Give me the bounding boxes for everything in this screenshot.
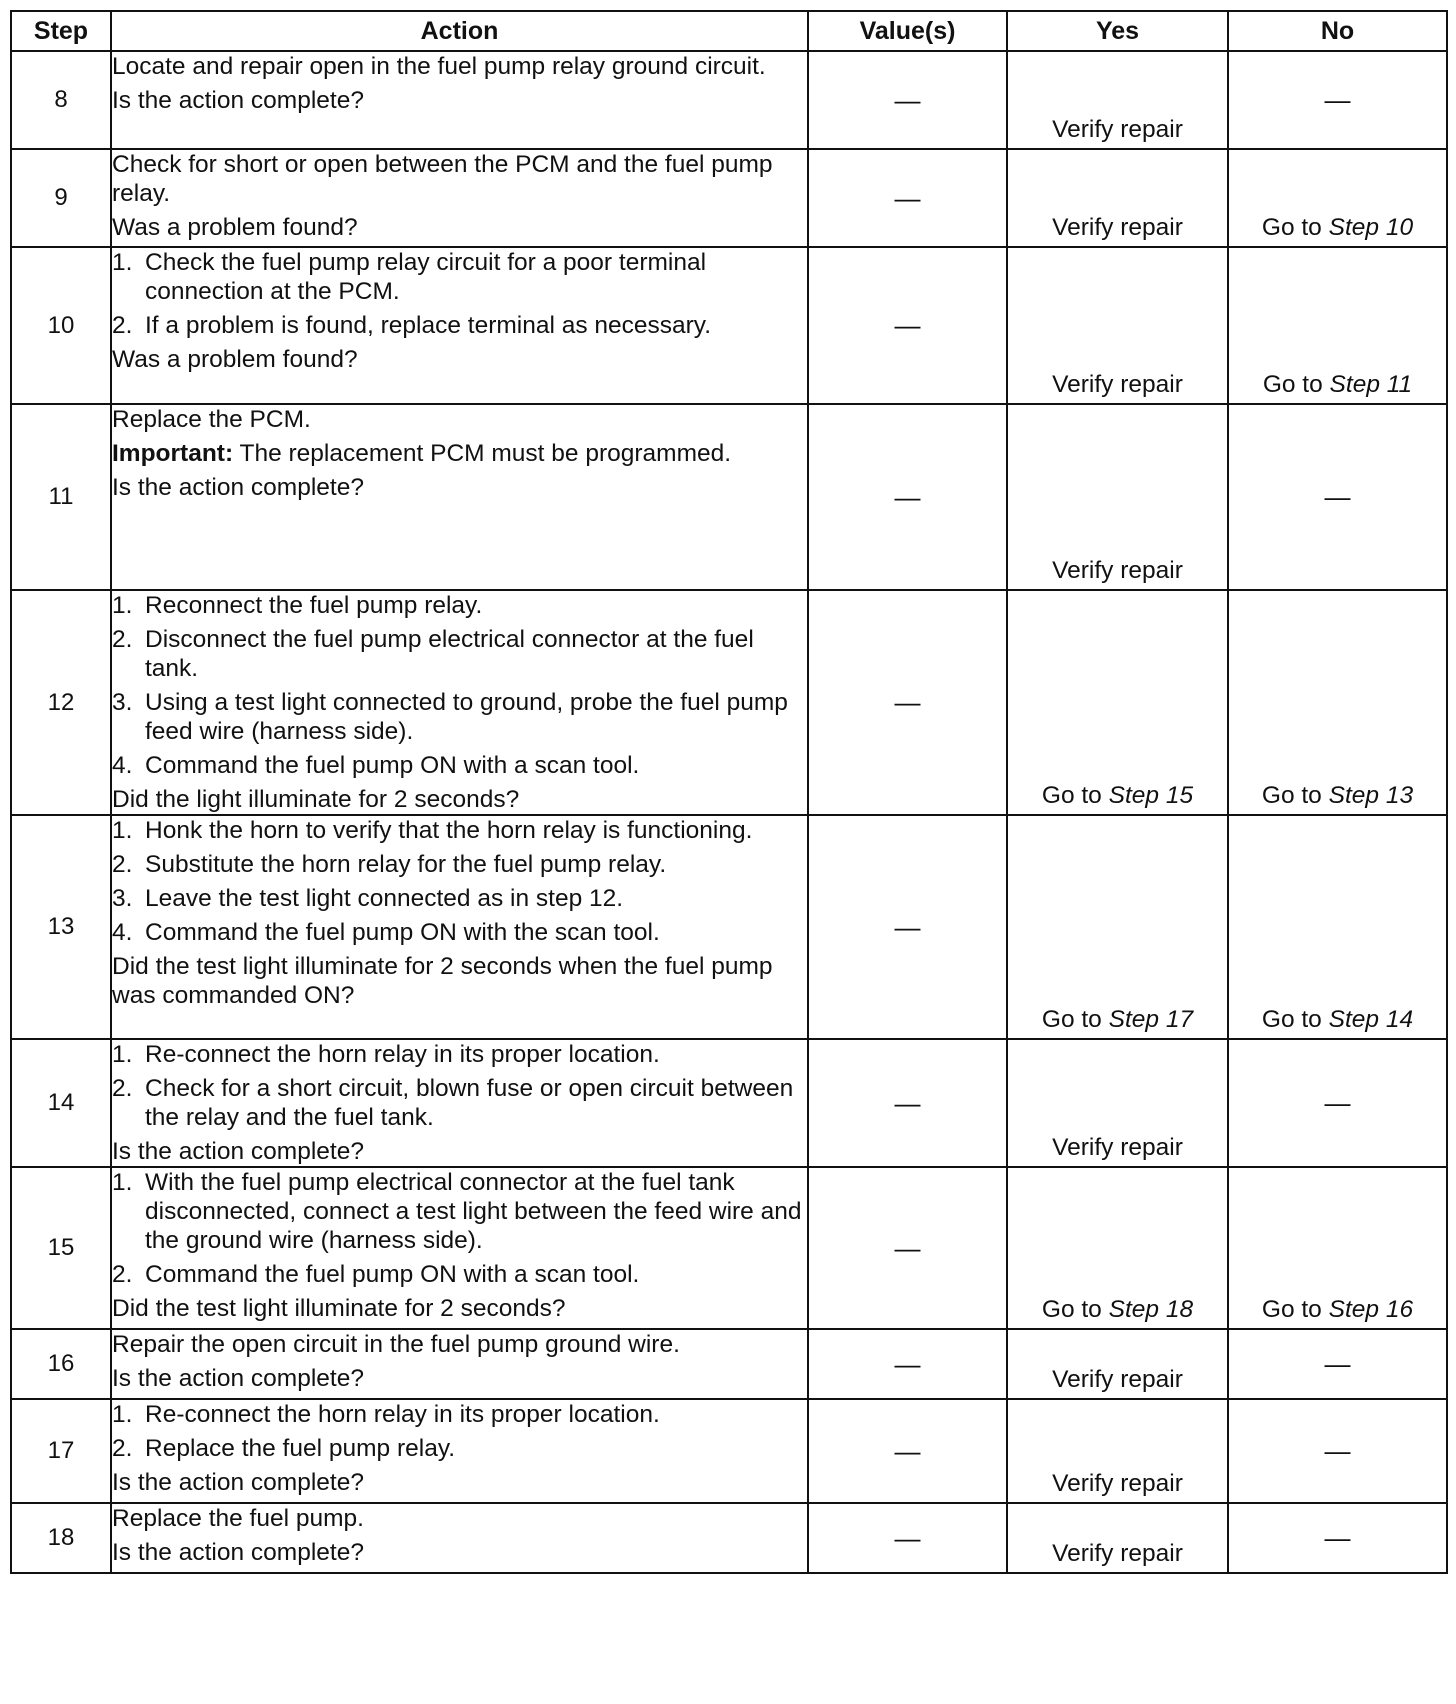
yes-result-text: Verify repair <box>1052 371 1183 398</box>
value-cell: — <box>808 51 1007 149</box>
action-step-item <box>112 688 807 746</box>
step-item-text: Command the fuel pump ON with the scan tool. <box>145 919 660 946</box>
no-result-cell <box>1228 247 1447 404</box>
yes-result-text: Verify repair <box>1052 116 1183 143</box>
no-result-cell <box>1228 1503 1447 1573</box>
action-text: Is the action complete? <box>112 1365 364 1392</box>
step-item-text: Substitute the horn relay for the fuel pump relay. <box>145 851 667 878</box>
step-item-number: 4. <box>112 752 133 779</box>
goto-step-ref: Step 15 <box>1108 782 1194 809</box>
header-row <box>11 11 1447 51</box>
action-cell <box>111 1503 808 1573</box>
header-action: Action <box>111 11 808 51</box>
goto-prefix: Go to <box>1262 371 1330 398</box>
step-item-number: 1. <box>112 592 133 619</box>
table-row <box>11 590 1447 815</box>
table-row <box>11 815 1447 1039</box>
action-text: The replacement PCM must be programmed. <box>233 440 732 467</box>
header-values: Value(s) <box>808 11 1007 51</box>
no-result-cell <box>1228 1167 1447 1329</box>
action-cell <box>111 1167 808 1329</box>
yes-result-cell <box>1007 590 1228 815</box>
action-paragraph <box>112 473 807 502</box>
yes-result-cell <box>1007 247 1228 404</box>
step-number: 9 <box>11 149 111 247</box>
action-paragraph <box>112 1468 807 1497</box>
no-result-cell <box>1228 404 1447 590</box>
step-item-number: 2. <box>112 626 133 653</box>
action-step-item <box>112 625 807 683</box>
yes-result-text: Verify repair <box>1052 214 1183 241</box>
no-result-dash: — <box>1324 1087 1351 1118</box>
table-row <box>11 149 1447 247</box>
action-text: Is the action complete? <box>112 474 364 501</box>
yes-result-text: Verify repair <box>1052 1366 1183 1393</box>
action-text: Is the action complete? <box>112 1138 364 1165</box>
goto-prefix: Go to <box>1261 214 1329 241</box>
action-cell <box>111 51 808 149</box>
value-cell: — <box>808 247 1007 404</box>
step-number: 12 <box>11 590 111 815</box>
action-step-item <box>112 1400 807 1429</box>
step-item-text: Reconnect the fuel pump relay. <box>145 592 483 619</box>
goto-step-ref: Step 13 <box>1328 782 1414 809</box>
table-row <box>11 1503 1447 1573</box>
step-item-number: 2. <box>112 1261 133 1288</box>
goto-prefix: Go to <box>1261 1296 1329 1323</box>
action-text: Is the action complete? <box>112 1469 364 1496</box>
step-item-text: Check for a short circuit, blown fuse or open circuit between the relay and the fuel tank. <box>145 1075 794 1131</box>
goto-step-ref: Step 14 <box>1328 1006 1414 1033</box>
action-paragraph <box>112 785 807 814</box>
value-cell: — <box>808 815 1007 1039</box>
action-paragraph <box>112 1330 807 1359</box>
action-step-item <box>112 1434 807 1463</box>
action-step-item <box>112 591 807 620</box>
step-number: 13 <box>11 815 111 1039</box>
goto-step-ref: Step 11 <box>1329 371 1413 398</box>
goto-prefix: Go to <box>1261 782 1329 809</box>
action-text: Replace the PCM. <box>112 406 311 433</box>
goto-step-ref: Step 10 <box>1328 214 1414 241</box>
goto-step-ref: Step 17 <box>1108 1006 1194 1033</box>
step-number: 17 <box>11 1399 111 1503</box>
no-result-dash: — <box>1324 1435 1351 1466</box>
step-item-text: If a problem is found, replace terminal as necessary. <box>145 312 712 339</box>
action-paragraph <box>112 1538 807 1567</box>
action-step-item <box>112 1074 807 1132</box>
step-item-text: Re-connect the horn relay in its proper location. <box>145 1401 660 1428</box>
diagnostic-table <box>10 10 1448 1574</box>
table-row <box>11 1399 1447 1503</box>
yes-result-goto <box>1008 782 1227 810</box>
important-label: Important: <box>112 440 234 467</box>
no-result-cell <box>1228 149 1447 247</box>
action-step-item <box>112 248 807 306</box>
value-cell: — <box>808 1503 1007 1573</box>
step-item-number: 1. <box>112 1169 133 1196</box>
action-text: Is the action complete? <box>112 1539 364 1566</box>
step-item-text: Disconnect the fuel pump electrical connector at the fuel tank. <box>145 626 754 682</box>
table-row <box>11 1039 1447 1167</box>
table-row <box>11 404 1447 590</box>
action-paragraph <box>112 52 807 81</box>
yes-result-goto <box>1008 1296 1227 1324</box>
step-item-number: 2. <box>112 1075 133 1102</box>
step-number: 18 <box>11 1503 111 1573</box>
yes-result-cell <box>1007 149 1228 247</box>
value-cell: — <box>808 590 1007 815</box>
step-item-text: Replace the fuel pump relay. <box>145 1435 456 1462</box>
action-step-item <box>112 311 807 340</box>
action-step-item <box>112 884 807 913</box>
value-cell: — <box>808 1167 1007 1329</box>
step-item-text: Using a test light connected to ground, probe the fuel pump feed wire (harness side). <box>145 689 788 745</box>
step-item-text: Leave the test light connected as in step 12. <box>145 885 624 912</box>
action-cell <box>111 815 808 1039</box>
header-step: Step <box>11 11 111 51</box>
action-steps-list <box>112 248 807 340</box>
yes-result-text: Verify repair <box>1052 1540 1183 1567</box>
action-steps-list <box>112 1040 807 1132</box>
yes-result-text: Verify repair <box>1052 1134 1183 1161</box>
no-result-goto <box>1229 782 1446 810</box>
goto-prefix: Go to <box>1261 1006 1329 1033</box>
no-result-goto <box>1229 214 1446 242</box>
no-result-cell <box>1228 1039 1447 1167</box>
action-cell <box>111 149 808 247</box>
header-no: No <box>1228 11 1447 51</box>
step-item-text: Honk the horn to verify that the horn relay is functioning. <box>145 817 753 844</box>
step-number: 11 <box>11 404 111 590</box>
yes-result-cell <box>1007 1399 1228 1503</box>
step-item-text: Check the fuel pump relay circuit for a poor terminal connection at the PCM. <box>145 249 707 305</box>
step-item-text: Command the fuel pump ON with a scan tool. <box>145 752 640 779</box>
value-cell: — <box>808 1039 1007 1167</box>
no-result-cell <box>1228 590 1447 815</box>
step-item-text: With the fuel pump electrical connector at the fuel tank disconnected, connect a test light between the feed wire and the ground wire (harness side). <box>145 1169 802 1254</box>
action-steps-list <box>112 1400 807 1463</box>
goto-prefix: Go to <box>1041 782 1109 809</box>
action-text: Did the light illuminate for 2 seconds? <box>112 786 520 813</box>
header-yes: Yes <box>1007 11 1228 51</box>
yes-result-cell <box>1007 1167 1228 1329</box>
no-result-cell <box>1228 51 1447 149</box>
step-number: 8 <box>11 51 111 149</box>
yes-result-cell <box>1007 815 1228 1039</box>
yes-result-text: Verify repair <box>1052 557 1183 584</box>
action-text: Did the test light illuminate for 2 seconds? <box>112 1295 566 1322</box>
table-row <box>11 247 1447 404</box>
yes-result-cell <box>1007 51 1228 149</box>
action-text: Did the test light illuminate for 2 seconds when the fuel pump was commanded ON? <box>112 953 773 1009</box>
step-number: 10 <box>11 247 111 404</box>
no-result-dash: — <box>1324 1348 1351 1379</box>
table-row <box>11 1329 1447 1399</box>
yes-result-text: Verify repair <box>1052 1470 1183 1497</box>
action-cell <box>111 1399 808 1503</box>
table-row <box>11 51 1447 149</box>
action-steps-list <box>112 1168 807 1289</box>
goto-step-ref: Step 16 <box>1328 1296 1414 1323</box>
action-text: Was a problem found? <box>112 346 358 373</box>
yes-result-cell <box>1007 1039 1228 1167</box>
yes-result-cell <box>1007 1503 1228 1573</box>
value-cell: — <box>808 1329 1007 1399</box>
step-item-number: 3. <box>112 689 133 716</box>
action-step-item <box>112 918 807 947</box>
no-result-goto <box>1229 1006 1446 1034</box>
action-step-item <box>112 816 807 845</box>
action-step-item <box>112 1260 807 1289</box>
action-paragraph <box>112 345 807 374</box>
step-item-number: 1. <box>112 1401 133 1428</box>
action-step-item <box>112 850 807 879</box>
step-item-number: 3. <box>112 885 133 912</box>
yes-result-goto <box>1008 1006 1227 1034</box>
step-item-number: 1. <box>112 1041 133 1068</box>
action-cell <box>111 1329 808 1399</box>
action-steps-list <box>112 816 807 947</box>
action-paragraph <box>112 1364 807 1393</box>
step-number: 16 <box>11 1329 111 1399</box>
action-text: Repair the open circuit in the fuel pump ground wire. <box>112 1331 680 1358</box>
step-number: 15 <box>11 1167 111 1329</box>
step-item-number: 2. <box>112 312 133 339</box>
action-cell <box>111 1039 808 1167</box>
action-cell <box>111 590 808 815</box>
goto-prefix: Go to <box>1041 1006 1109 1033</box>
action-steps-list <box>112 591 807 780</box>
action-paragraph <box>112 1294 807 1323</box>
action-step-item <box>112 751 807 780</box>
no-result-cell <box>1228 1399 1447 1503</box>
action-step-item <box>112 1040 807 1069</box>
action-text: Check for short or open between the PCM and the fuel pump relay. <box>112 151 773 207</box>
no-result-cell <box>1228 815 1447 1039</box>
action-paragraph <box>112 1504 807 1533</box>
no-result-dash: — <box>1324 1522 1351 1553</box>
no-result-dash: — <box>1324 481 1351 512</box>
no-result-goto <box>1229 371 1446 399</box>
step-item-text: Command the fuel pump ON with a scan tool. <box>145 1261 640 1288</box>
action-paragraph <box>112 952 807 1010</box>
value-cell: — <box>808 149 1007 247</box>
step-item-number: 4. <box>112 919 133 946</box>
goto-prefix: Go to <box>1041 1296 1109 1323</box>
action-paragraph <box>112 213 807 242</box>
step-item-text: Re-connect the horn relay in its proper location. <box>145 1041 660 1068</box>
action-text: Locate and repair open in the fuel pump relay ground circuit. <box>112 53 766 80</box>
action-step-item <box>112 1168 807 1255</box>
no-result-cell <box>1228 1329 1447 1399</box>
action-text: Is the action complete? <box>112 87 364 114</box>
step-item-number: 2. <box>112 851 133 878</box>
no-result-goto <box>1229 1296 1446 1324</box>
yes-result-cell <box>1007 1329 1228 1399</box>
action-text: Was a problem found? <box>112 214 358 241</box>
action-paragraph <box>112 1137 807 1166</box>
goto-step-ref: Step 18 <box>1108 1296 1194 1323</box>
yes-result-cell <box>1007 404 1228 590</box>
action-paragraph <box>112 439 807 468</box>
step-item-number: 1. <box>112 817 133 844</box>
step-number: 14 <box>11 1039 111 1167</box>
step-item-number: 2. <box>112 1435 133 1462</box>
action-paragraph <box>112 86 807 115</box>
step-item-number: 1. <box>112 249 133 276</box>
action-cell <box>111 247 808 404</box>
action-cell <box>111 404 808 590</box>
value-cell: — <box>808 1399 1007 1503</box>
no-result-dash: — <box>1324 84 1351 115</box>
action-paragraph <box>112 405 807 434</box>
action-paragraph <box>112 150 807 208</box>
action-text: Replace the fuel pump. <box>112 1505 364 1532</box>
table-row <box>11 1167 1447 1329</box>
value-cell: — <box>808 404 1007 590</box>
